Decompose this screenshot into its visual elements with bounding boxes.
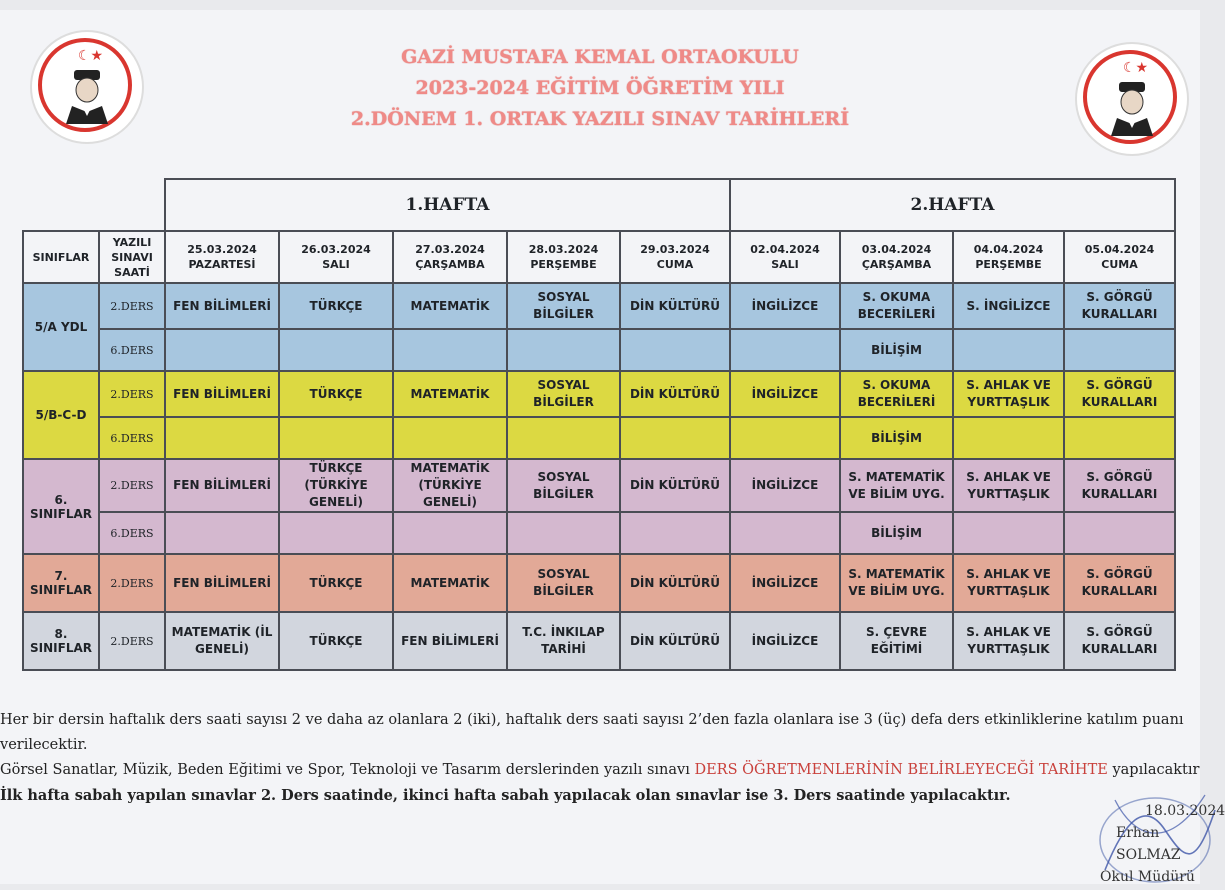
exam-subject-cell <box>507 417 620 459</box>
note-3: İlk hafta sabah yapılan sınavlar 2. Ders saatinde, ikinci hafta sabah yapılacak olan sınavlar ise 3. Ders saatinde yapılacaktır. <box>0 787 1011 804</box>
period-cell: 6.DERS <box>99 329 165 371</box>
exam-subject-cell <box>730 329 840 371</box>
exam-subject-cell: S. ÇEVRE EĞİTİMİ <box>840 612 953 670</box>
date-header: 03.04.2024 ÇARŞAMBA <box>840 231 953 283</box>
exam-subject-cell: SOSYAL BİLGİLER <box>507 371 620 417</box>
exam-subject-cell <box>620 512 730 554</box>
exam-subject-cell <box>393 512 507 554</box>
exam-subject-cell: DİN KÜLTÜRÜ <box>620 554 730 612</box>
exam-subject-cell: İNGİLİZCE <box>730 371 840 417</box>
exam-subject-cell: S. AHLAK VE YURTTAŞLIK <box>953 554 1064 612</box>
table-row <box>23 417 1175 459</box>
date-header: 05.04.2024 CUMA <box>1064 231 1175 283</box>
date-header: 04.04.2024 PERŞEMBE <box>953 231 1064 283</box>
document-title <box>260 42 940 135</box>
period-cell: 2.DERS <box>99 371 165 417</box>
class-name-cell: 7. SINIFLAR <box>23 554 99 612</box>
exam-subject-cell: DİN KÜLTÜRÜ <box>620 612 730 670</box>
exam-subject-cell: BİLİŞİM <box>840 512 953 554</box>
signature-title: Okul Müdürü <box>1100 869 1195 885</box>
table-row <box>23 554 1175 612</box>
exam-subject-cell: FEN BİLİMLERİ <box>165 371 279 417</box>
exam-subject-cell: S. AHLAK VE YURTTAŞLIK <box>953 371 1064 417</box>
note-2: Görsel Sanatlar, Müzik, Beden Eğitimi ve Spor, Teknoloji ve Tasarım derslerinden yazılı sınavı DERS ÖĞRETMENLERİNİN BELİRLEYECEĞİ TARİHTE yapılacaktır <box>0 762 1200 778</box>
school-logo-right: ☾★ <box>1075 42 1189 156</box>
table-row <box>23 612 1175 670</box>
exam-subject-cell: S. AHLAK VE YURTTAŞLIK <box>953 459 1064 512</box>
date-header: 28.03.2024 PERŞEMBE <box>507 231 620 283</box>
footnotes <box>0 708 1200 808</box>
class-name-cell: 8. SINIFLAR <box>23 612 99 670</box>
exam-subject-cell: BİLİŞİM <box>840 417 953 459</box>
exam-subject-cell <box>279 512 393 554</box>
exam-subject-cell: TÜRKÇE (TÜRKİYE GENELİ) <box>279 459 393 512</box>
school-name: GAZİ MUSTAFA KEMAL ORTAOKULU <box>401 46 799 68</box>
exam-subject-cell <box>730 417 840 459</box>
exam-subject-cell: TÜRKÇE <box>279 554 393 612</box>
exam-subject-cell: S. GÖRGÜ KURALLARI <box>1064 612 1175 670</box>
exam-subject-cell: FEN BİLİMLERİ <box>165 459 279 512</box>
exam-subject-cell: MATEMATİK (İL GENELİ) <box>165 612 279 670</box>
exam-subject-cell: MATEMATİK <box>393 554 507 612</box>
exam-title: 2.DÖNEM 1. ORTAK YAZILI SINAV TARİHLERİ <box>350 108 850 130</box>
week-2-header: 2.HAFTA <box>730 179 1175 231</box>
exam-subject-cell <box>730 512 840 554</box>
signature-name: Erhan SOLMAZ <box>1116 825 1181 863</box>
exam-subject-cell: İNGİLİZCE <box>730 612 840 670</box>
table-row <box>23 329 1175 371</box>
exam-subject-cell: DİN KÜLTÜRÜ <box>620 459 730 512</box>
signature-date: 18.03.2024 <box>1145 803 1225 819</box>
portrait-icon <box>1107 82 1157 136</box>
exam-subject-cell: DİN KÜLTÜRÜ <box>620 371 730 417</box>
exam-subject-cell: İNGİLİZCE <box>730 283 840 329</box>
exam-subject-cell: SOSYAL BİLGİLER <box>507 459 620 512</box>
exam-subject-cell: MATEMATİK <box>393 283 507 329</box>
exam-subject-cell: DİN KÜLTÜRÜ <box>620 283 730 329</box>
exam-subject-cell <box>953 512 1064 554</box>
table-row <box>23 512 1175 554</box>
exam-subject-cell <box>953 417 1064 459</box>
exam-subject-cell <box>279 417 393 459</box>
period-cell: 2.DERS <box>99 459 165 512</box>
exam-subject-cell <box>165 512 279 554</box>
week-1-header: 1.HAFTA <box>165 179 730 231</box>
exam-subject-cell: TÜRKÇE <box>279 283 393 329</box>
exam-subject-cell: T.C. İNKILAP TARİHİ <box>507 612 620 670</box>
classes-header: SINIFLAR <box>23 231 99 283</box>
exam-subject-cell <box>165 329 279 371</box>
school-logo-left: ☾★ <box>30 30 144 144</box>
exam-subject-cell: S. İNGİLİZCE <box>953 283 1064 329</box>
class-name-cell: 5/B-C-D <box>23 371 99 459</box>
exam-subject-cell: S. AHLAK VE YURTTAŞLIK <box>953 612 1064 670</box>
exam-subject-cell: TÜRKÇE <box>279 371 393 417</box>
exam-subject-cell <box>165 417 279 459</box>
class-name-cell: 5/A YDL <box>23 283 99 371</box>
exam-subject-cell: FEN BİLİMLERİ <box>165 283 279 329</box>
period-cell: 2.DERS <box>99 612 165 670</box>
portrait-icon <box>62 70 112 124</box>
exam-subject-cell: İNGİLİZCE <box>730 459 840 512</box>
exam-subject-cell: TÜRKÇE <box>279 612 393 670</box>
table-row <box>23 459 1175 512</box>
table-row <box>23 283 1175 329</box>
date-header: 02.04.2024 SALI <box>730 231 840 283</box>
exam-schedule-table <box>22 178 1176 671</box>
exam-subject-cell <box>507 512 620 554</box>
period-cell: 2.DERS <box>99 554 165 612</box>
exam-subject-cell <box>393 417 507 459</box>
date-header: 27.03.2024 ÇARŞAMBA <box>393 231 507 283</box>
exam-subject-cell: SOSYAL BİLGİLER <box>507 283 620 329</box>
exam-subject-cell: S. GÖRGÜ KURALLARI <box>1064 371 1175 417</box>
exam-subject-cell: S. OKUMA BECERİLERİ <box>840 371 953 417</box>
exam-subject-cell: S. OKUMA BECERİLERİ <box>840 283 953 329</box>
exam-subject-cell: S. MATEMATİK VE BİLİM UYG. <box>840 459 953 512</box>
academic-year: 2023-2024 EĞİTİM ÖĞRETİM YILI <box>415 77 785 99</box>
exam-subject-cell <box>953 329 1064 371</box>
exam-subject-cell <box>1064 417 1175 459</box>
exam-subject-cell: İNGİLİZCE <box>730 554 840 612</box>
exam-subject-cell: S. GÖRGÜ KURALLARI <box>1064 554 1175 612</box>
exam-subject-cell <box>507 329 620 371</box>
exam-subject-cell <box>620 417 730 459</box>
note-1: Her bir dersin haftalık ders saati sayısı 2 ve daha az olanlara 2 (iki), haftalık ders saati sayısı 2’den fazla olanlara ise 3 (üç) defa ders etkinliklerine katılım puanı verilecektir. <box>0 712 1184 753</box>
period-header: YAZILI SINAVI SAATİ <box>99 231 165 283</box>
exam-subject-cell: MATEMATİK (TÜRKİYE GENELİ) <box>393 459 507 512</box>
exam-subject-cell <box>1064 329 1175 371</box>
date-header: 29.03.2024 CUMA <box>620 231 730 283</box>
exam-subject-cell <box>620 329 730 371</box>
exam-subject-cell <box>1064 512 1175 554</box>
exam-subject-cell <box>279 329 393 371</box>
period-cell: 6.DERS <box>99 512 165 554</box>
signature-block <box>1100 800 1225 888</box>
period-cell: 2.DERS <box>99 283 165 329</box>
date-header: 26.03.2024 SALI <box>279 231 393 283</box>
exam-subject-cell: S. GÖRGÜ KURALLARI <box>1064 283 1175 329</box>
exam-subject-cell: MATEMATİK <box>393 371 507 417</box>
exam-subject-cell: SOSYAL BİLGİLER <box>507 554 620 612</box>
date-header: 25.03.2024 PAZARTESİ <box>165 231 279 283</box>
exam-subject-cell: FEN BİLİMLERİ <box>393 612 507 670</box>
exam-subject-cell: FEN BİLİMLERİ <box>165 554 279 612</box>
table-row <box>23 371 1175 417</box>
exam-subject-cell: S. GÖRGÜ KURALLARI <box>1064 459 1175 512</box>
exam-subject-cell: S. MATEMATİK VE BİLİM UYG. <box>840 554 953 612</box>
period-cell: 6.DERS <box>99 417 165 459</box>
exam-subject-cell <box>393 329 507 371</box>
class-name-cell: 6. SINIFLAR <box>23 459 99 554</box>
exam-subject-cell: BİLİŞİM <box>840 329 953 371</box>
